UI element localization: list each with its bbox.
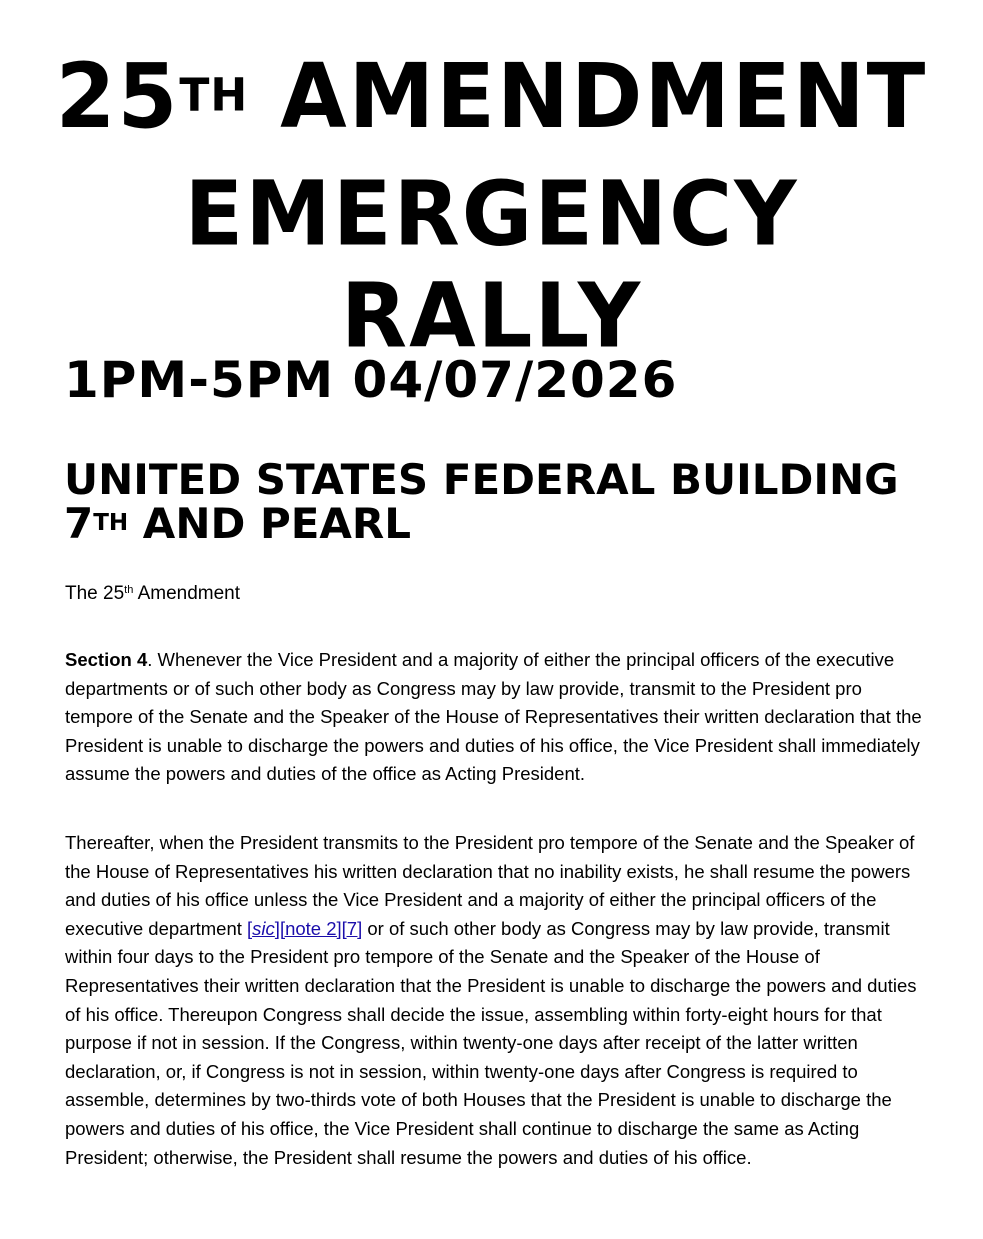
- subtitle-suffix: Amendment: [133, 583, 241, 604]
- paragraph-2-text-after: or of such other body as Congress may by law provide, transmit within four days to the President pro tempore of the Senate and the Speaker of the House of Representatives their written declaration that the President is unable to discharge the powers and duties of his office. Thereupon Congress shall decide the issue, assembling within forty-eight hours for that purpose if not in session. If the Congress, within twenty-one days after receipt of the latter written declaration, or, if Congress is not in session, within twenty-one days after Congress is required to assemble, determines by two-thirds vote of both Houses that the President is unable to discharge the powers and duties of his office, the Vice President shall continue to discharge the same as Acting President; otherwise, the President shall resume the powers and duties of his office.: [65, 917, 917, 1168]
- sic-link-open-bracket: [: [247, 917, 253, 939]
- location-line-1: UNITED STATES FEDERAL BUILDING: [64, 455, 899, 504]
- location-street-rest: AND PEARL: [128, 499, 412, 548]
- subtitle-ordinal: th: [124, 584, 134, 596]
- section-4-paragraph: [65, 646, 925, 789]
- title-ordinal: TH: [179, 68, 249, 122]
- note-2-link[interactable]: [note 2]: [279, 917, 342, 939]
- paragraph-2-text-before: Thereafter, when the President transmits to the President pro tempore of the Senate and the Speaker of the House of Representatives his written declaration that no inability exists, he shall resume the powers and duties of his office unless the Vice President and a majority of either the principal officers of the executive department: [65, 832, 915, 939]
- event-datetime: 1PM-5PM 04/07/2026: [64, 351, 678, 409]
- title-number: 25: [55, 44, 180, 149]
- title-word-amendment: AMENDMENT: [248, 44, 928, 149]
- sic-link-text: sic: [252, 917, 275, 939]
- section-4-label: Section 4: [65, 649, 148, 670]
- event-location: [64, 455, 899, 553]
- location-street-ordinal: TH: [93, 510, 129, 536]
- title-line-1: [0, 46, 983, 164]
- thereafter-paragraph: [65, 829, 925, 1172]
- sic-link-close-bracket: ]: [274, 917, 280, 939]
- page-title: [0, 46, 983, 367]
- title-line-3: RALLY: [340, 264, 643, 369]
- sic-link[interactable]: [247, 918, 280, 939]
- section-4-text: . Whenever the Vice President and a majority of either the principal officers of the executive departments or of such other body as Congress may by law provide, transmit to the President pro tempore of the Senate and the Speaker of the House of Representatives their written declaration that the President is unable to discharge the powers and duties of his office, the Vice President shall immediately assume the powers and duties of the office as Acting President.: [65, 649, 922, 785]
- section-heading: [65, 582, 240, 608]
- location-street-number: 7: [64, 499, 94, 548]
- reference-7-link[interactable]: [7]: [341, 917, 363, 939]
- title-line-2: EMERGENCY: [184, 162, 799, 267]
- location-line-2: [64, 499, 899, 553]
- subtitle-prefix: The 25: [65, 583, 125, 604]
